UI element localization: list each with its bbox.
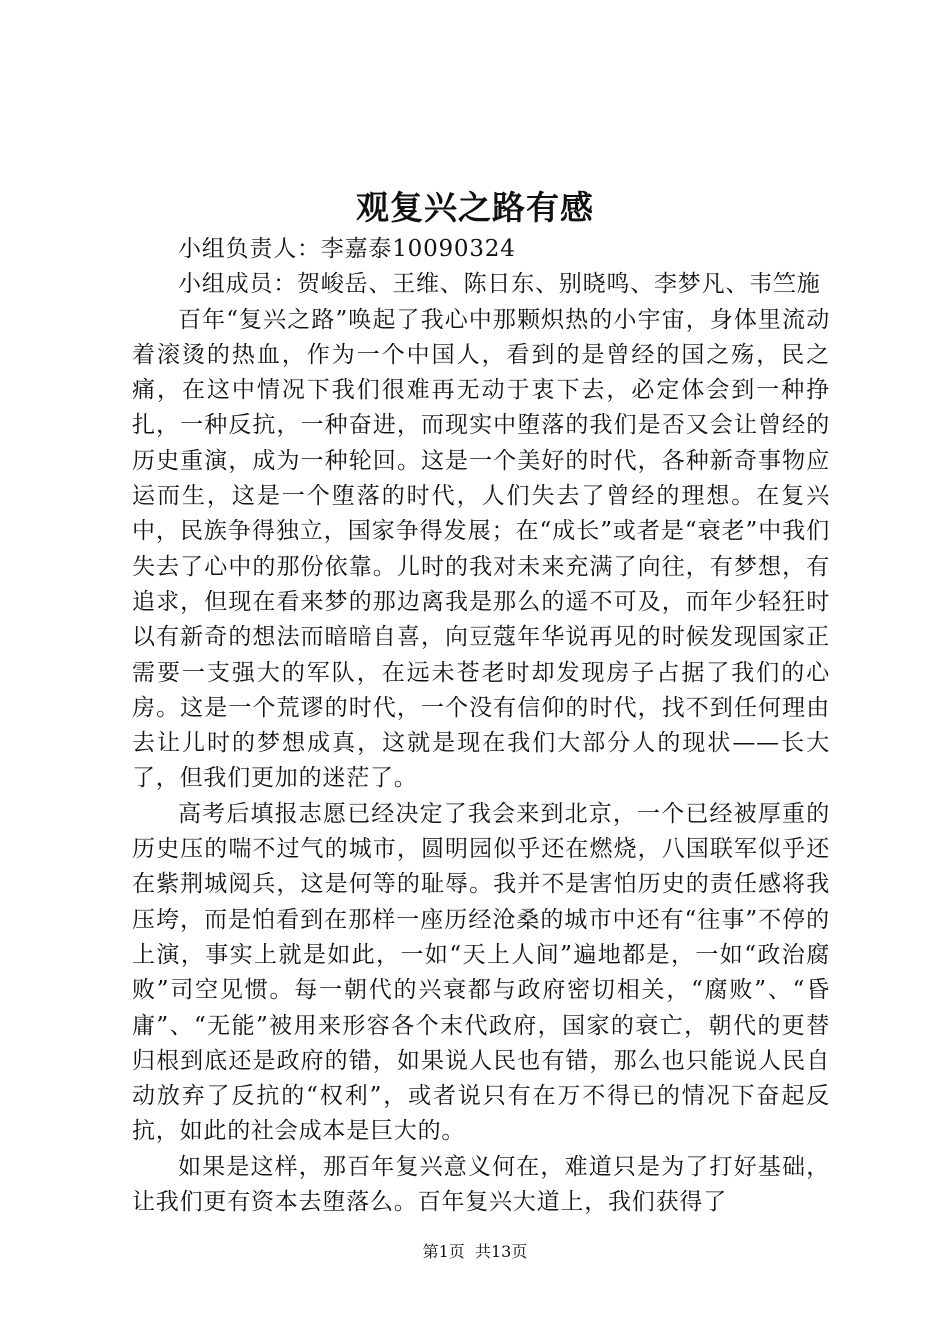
paragraph-3: 如果是这样，那百年复兴意义何在，难道只是为了打好基础，让我们更有资本去堕落么。百年复兴大道上，我们获得了 <box>132 1153 830 1216</box>
document-title: 观复兴之路有感 <box>356 188 594 227</box>
members-line: 小组成员：贺峻岳、王维、陈日东、别晓鸣、李梦凡、韦竺施 <box>178 271 821 298</box>
page-footer <box>0 1240 950 1264</box>
page-number: 第1页 <box>422 1242 465 1261</box>
leader-line: 小组负责人：李嘉泰10090324 <box>178 236 516 262</box>
paragraph-2: 高考后填报志愿已经决定了我会来到北京，一个已经被厚重的历史压的喘不过气的城市，圆明园似乎还在燃烧，八国联军似乎还在紫荆城阅兵，这是何等的耻辱。我并不是害怕历史的责任感将我压垮，而是怕看到在那样一座历经沧桑的城市中还有“往事”不停的上演，事实上就是如此，一如“天上人间”遍地都是，一如“政治腐败”司空见惯。每一朝代的兴衰都与政府密切相关，“腐败”、“昏庸”、“无能”被用来形容各个末代政府，国家的衰亡，朝代的更替归根到底还是政府的错，如果说人民也有错，那么也只能说人民自动放弃了反抗的“权利”，或者说只有在万不得已的情况下奋起反抗，如此的社会成本是巨大的。 <box>132 800 830 1145</box>
paragraph-1: 百年“复兴之路”唤起了我心中那颗炽热的小宇宙，身体里流动着滚烫的热血，作为一个中国人，看到的是曾经的国之殇，民之痛，在这中情况下我们很难再无动于衷下去，必定体会到一种挣扎，一种反抗，一种奋进，而现实中堕落的我们是否又会让曾经的历史重演，成为一种轮回。这是一个美好的时代，各种新奇事物应运而生，这是一个堕落的时代，人们失去了曾经的理想。在复兴中，民族争得独立，国家争得发展；在“成长”或者是“衰老”中我们失去了心中的那份依靠。儿时的我对未来充满了向往，有梦想，有追求，但现在看来梦的那边离我是那么的遥不可及，而年少轻狂时以有新奇的想法而暗暗自喜，向豆蔻年华说再见的时候发现国家正需要一支强大的军队，在远未苍老时却发现房子占据了我们的心房。这是一个荒谬的时代，一个没有信仰的时代，找不到任何理由去让儿时的梦想成真，这就是现在我们大部分人的现状——长大了，但我们更加的迷茫了。 <box>132 306 830 792</box>
document-body <box>132 232 830 1220</box>
page-total: 共13页 <box>474 1242 528 1261</box>
